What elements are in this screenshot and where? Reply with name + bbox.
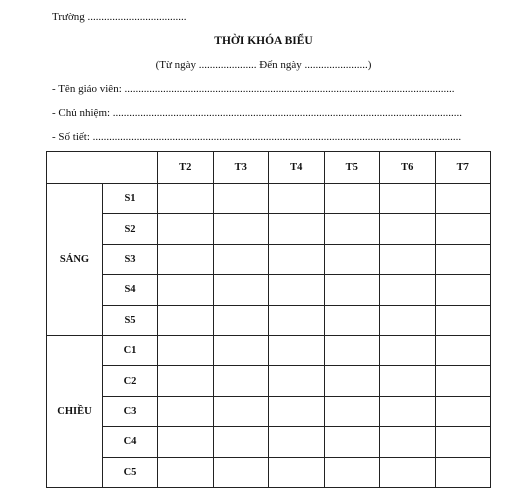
schedule-cell (435, 427, 491, 457)
table-row (47, 457, 491, 487)
schedule-cell (158, 335, 214, 365)
schedule-cell (158, 275, 214, 305)
schedule-cell (158, 457, 214, 487)
schedule-cell (380, 214, 436, 244)
teacher-name-line: - Tên giáo viên: ........................................................................................................................ (52, 83, 455, 95)
schedule-cell (269, 305, 325, 335)
schedule-cell (380, 275, 436, 305)
table-row (47, 427, 491, 457)
schedule-cell (324, 275, 380, 305)
schedule-cell (213, 366, 269, 396)
period-label-c4: C4 (103, 427, 158, 457)
schedule-cell (158, 244, 214, 274)
schedule-cell (269, 335, 325, 365)
day-header-t7: T7 (435, 152, 491, 184)
period-label-s2: S2 (103, 214, 158, 244)
schedule-cell (213, 244, 269, 274)
table-row (47, 366, 491, 396)
table-row (47, 275, 491, 305)
period-label-c3: C3 (103, 396, 158, 426)
schedule-cell (324, 214, 380, 244)
session-label-morning: SÁNG (47, 184, 103, 336)
day-header-t6: T6 (380, 152, 436, 184)
table-row (47, 396, 491, 426)
schedule-cell (380, 457, 436, 487)
school-name-line: Trường .................................... (52, 11, 187, 23)
period-label-s3: S3 (103, 244, 158, 274)
schedule-cell (269, 427, 325, 457)
schedule-cell (380, 427, 436, 457)
day-header-t5: T5 (324, 152, 380, 184)
schedule-cell (435, 335, 491, 365)
schedule-cell (158, 305, 214, 335)
schedule-cell (269, 184, 325, 214)
schedule-cell (435, 244, 491, 274)
schedule-cell (435, 457, 491, 487)
schedule-cell (324, 305, 380, 335)
schedule-cell (269, 457, 325, 487)
table-row (47, 305, 491, 335)
period-label-s1: S1 (103, 184, 158, 214)
schedule-cell (158, 184, 214, 214)
schedule-cell (435, 184, 491, 214)
schedule-cell (435, 275, 491, 305)
schedule-cell (213, 457, 269, 487)
schedule-cell (380, 335, 436, 365)
table-row (47, 335, 491, 365)
schedule-cell (380, 366, 436, 396)
table-row (47, 214, 491, 244)
table-row (47, 244, 491, 274)
schedule-cell (213, 427, 269, 457)
schedule-cell (380, 244, 436, 274)
timetable (46, 151, 491, 488)
schedule-cell (213, 305, 269, 335)
timetable-body (47, 152, 491, 488)
period-label-c1: C1 (103, 335, 158, 365)
schedule-cell (213, 335, 269, 365)
schedule-cell (435, 396, 491, 426)
schedule-cell (324, 427, 380, 457)
periods-count-line: - Số tiết: ...................................................................................................................................... (52, 131, 462, 143)
schedule-cell (158, 214, 214, 244)
schedule-cell (380, 396, 436, 426)
schedule-cell (324, 396, 380, 426)
schedule-cell (158, 396, 214, 426)
schedule-cell (269, 396, 325, 426)
schedule-cell (324, 244, 380, 274)
period-label-c2: C2 (103, 366, 158, 396)
schedule-cell (158, 427, 214, 457)
schedule-cell (269, 214, 325, 244)
date-range-line: (Từ ngày ..................... Đến ngày .......................) (155, 59, 372, 71)
schedule-cell (213, 184, 269, 214)
schedule-cell (324, 366, 380, 396)
schedule-cell (213, 214, 269, 244)
document-title: THỜI KHÓA BIỂU (214, 35, 313, 47)
session-label-afternoon: CHIỀU (47, 335, 103, 487)
schedule-cell (269, 275, 325, 305)
period-label-s5: S5 (103, 305, 158, 335)
header-row (47, 152, 491, 184)
schedule-cell (435, 366, 491, 396)
schedule-cell (269, 366, 325, 396)
day-header-t2: T2 (158, 152, 214, 184)
schedule-cell (380, 184, 436, 214)
day-header-t4: T4 (269, 152, 325, 184)
schedule-cell (435, 214, 491, 244)
schedule-cell (324, 335, 380, 365)
schedule-cell (213, 275, 269, 305)
schedule-cell (435, 305, 491, 335)
table-row (47, 184, 491, 214)
schedule-cell (324, 457, 380, 487)
corner-cell (47, 152, 158, 184)
day-header-t3: T3 (213, 152, 269, 184)
schedule-cell (324, 184, 380, 214)
period-label-c5: C5 (103, 457, 158, 487)
schedule-cell (269, 244, 325, 274)
homeroom-line: - Chủ nhiệm: ............................................................................................................................... (52, 107, 463, 119)
schedule-cell (158, 366, 214, 396)
schedule-cell (380, 305, 436, 335)
period-label-s4: S4 (103, 275, 158, 305)
schedule-cell (213, 396, 269, 426)
